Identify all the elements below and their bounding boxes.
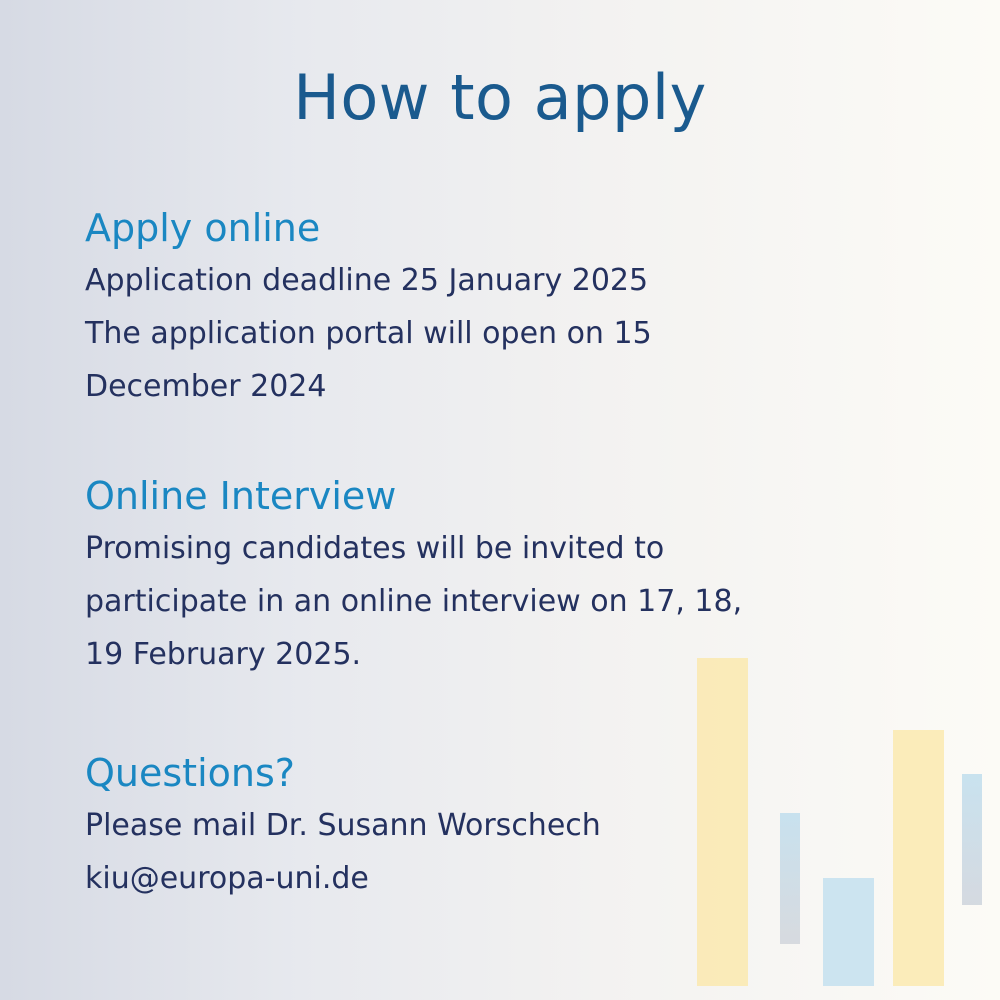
portal-open-text-line-1: The application portal will open on 15 (85, 316, 652, 351)
questions-heading: Questions? (85, 751, 295, 795)
decorative-bar-grey-2 (962, 774, 982, 905)
contact-text: Please mail Dr. Susann Worschech (85, 808, 601, 843)
decorative-bar-grey-1 (780, 813, 800, 944)
apply-online-heading: Apply online (85, 206, 321, 250)
interview-text-line-3: 19 February 2025. (85, 637, 362, 672)
questions-section (85, 747, 945, 905)
interview-text-line-2: participate in an online interview on 17, 18, (85, 584, 743, 619)
decorative-bar-yellow-1 (697, 658, 748, 986)
online-interview-heading: Online Interview (85, 474, 397, 518)
interview-text-line-1: Promising candidates will be invited to (85, 531, 665, 566)
online-interview-section (85, 470, 945, 681)
apply-online-section (85, 202, 945, 413)
portal-open-text-line-2: December 2024 (85, 369, 327, 404)
decorative-bar-yellow-2 (893, 730, 944, 986)
page-title: How to apply (293, 61, 707, 134)
application-deadline-text: Application deadline 25 January 2025 (85, 263, 649, 298)
decorative-bar-blue-1 (823, 878, 874, 986)
contact-email[interactable]: kiu@europa-uni.de (85, 861, 369, 896)
